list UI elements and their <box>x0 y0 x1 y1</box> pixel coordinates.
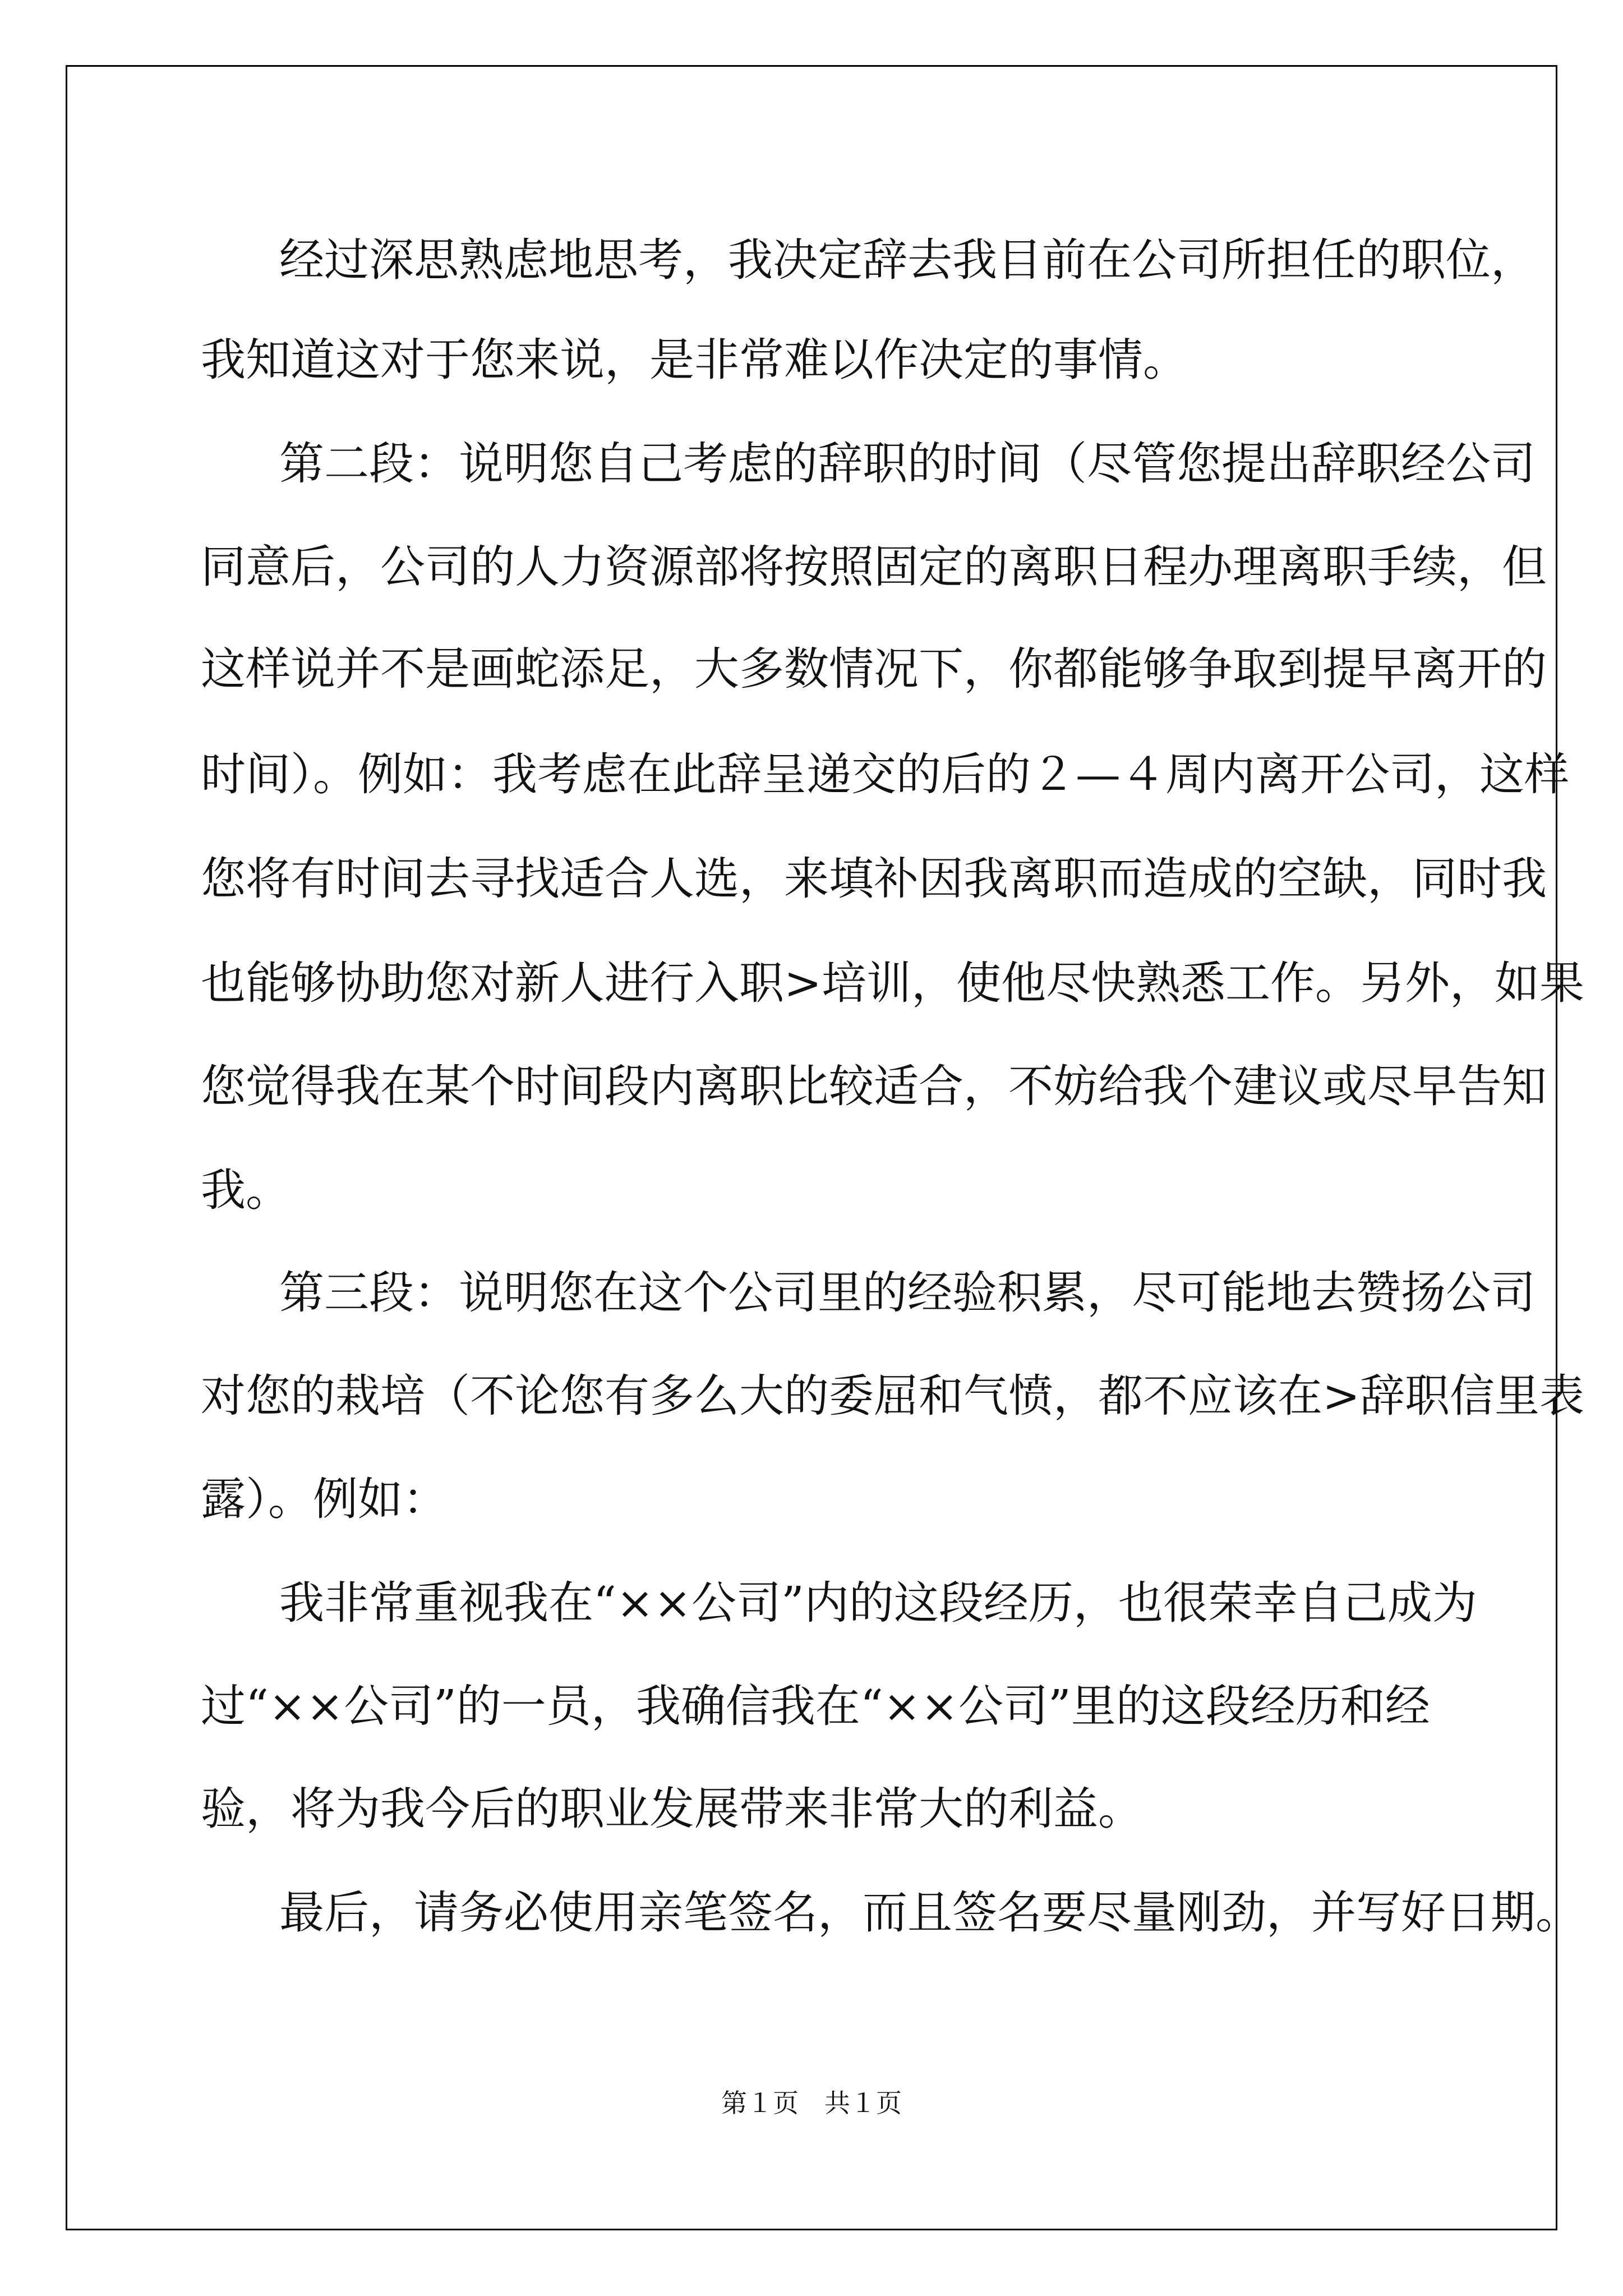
paragraph-2-line-2: 同意后，公司的人力资源部将按照固定的离职日程办理离职手续，但 <box>201 541 1547 593</box>
paragraph-2-line-4: 时间）。例如：我考虑在此辞呈递交的后的２—４周内离开公司，这样 <box>201 748 1569 800</box>
paragraph-3-line-2: 对您的栽培（不论您有多么大的委屈和气愤，都不应该在>辞职信里表 <box>201 1370 1585 1422</box>
paragraph-1-line-1: 经过深思熟虑地思考，我决定辞去我目前在公司所担任的职位， <box>279 234 1536 286</box>
paragraph-4-line-2: 过“××公司”的一员，我确信我在“××公司”里的这段经历和经 <box>201 1680 1430 1732</box>
paragraph-2-line-1: 第二段：说明您自己考虑的辞职的时间（尽管您提出辞职经公司 <box>279 438 1536 490</box>
paragraph-2-line-7: 您觉得我在某个时间段内离职比较适合，不妨给我个建议或尽早告知 <box>201 1060 1547 1112</box>
paragraph-1-line-2: 我知道这对于您来说，是非常难以作决定的事情。 <box>201 334 1188 386</box>
paragraph-4-line-1: 我非常重视我在“××公司”内的这段经历，也很荣幸自己成为 <box>279 1577 1477 1629</box>
paragraph-2-line-8: 我。 <box>201 1164 291 1216</box>
paragraph-4-line-3: 验，将为我今后的职业发展带来非常大的利益。 <box>201 1783 1143 1835</box>
paragraph-2-line-3: 这样说并不是画蛇添足，大多数情况下，你都能够争取到提早离开的 <box>201 643 1547 695</box>
page-number-footer: 第１页 共１页 <box>721 2089 902 2118</box>
paragraph-5-line-1: 最后，请务必使用亲笔签名，而且签名要尽量刚劲，并写好日期。 <box>279 1887 1580 1939</box>
paragraph-2-line-5: 您将有时间去寻找适合人选，来填补因我离职而造成的空缺，同时我 <box>201 853 1547 905</box>
paragraph-3-line-1: 第三段：说明您在这个公司里的经验积累，尽可能地去赞扬公司 <box>279 1267 1536 1319</box>
paragraph-2-line-6: 也能够协助您对新人进行入职>培训，使他尽快熟悉工作。另外，如果 <box>201 957 1585 1009</box>
paragraph-3-line-3: 露）。例如： <box>201 1473 448 1525</box>
